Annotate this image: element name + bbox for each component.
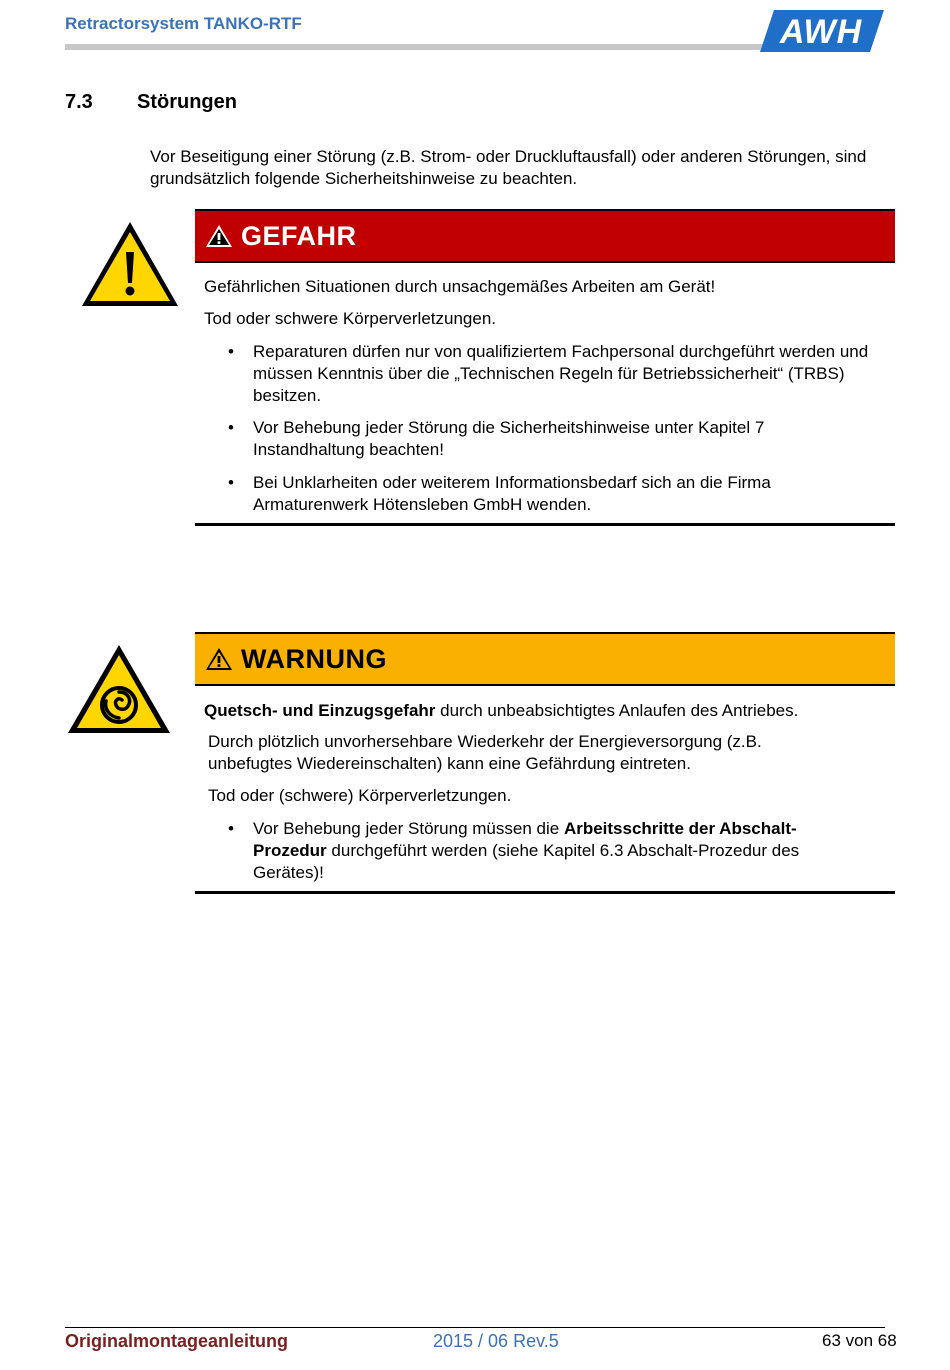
section-title: Störungen	[137, 91, 237, 113]
warning-banner	[195, 632, 895, 686]
footer-page-number: 63 von 68	[822, 1331, 897, 1350]
warning-bullet-1	[253, 818, 868, 884]
section-number: 7.3	[65, 91, 93, 113]
general-warning-icon	[80, 220, 180, 308]
svg-text:AWH: AWH	[779, 13, 863, 51]
footer-document-type: Originalmontageanleitung	[65, 1331, 289, 1351]
warning-hazard	[204, 700, 894, 722]
footer-revision: 2015 / 06 Rev.5	[433, 1331, 559, 1351]
bullet-dot: •	[228, 473, 234, 492]
footer-rule	[65, 1327, 885, 1328]
intro-paragraph: Vor Beseitigung einer Störung (z.B. Strom- oder Druckluftausfall) oder anderen Störungen, sind grundsätzlich folgende Sicherheitshinweise zu beachten.	[150, 147, 867, 188]
danger-banner	[195, 209, 895, 263]
hazard-bold: Quetsch- und Einzugsgefahr	[204, 701, 436, 720]
warning-consequence: Tod oder (schwere) Körperverletzungen.	[208, 786, 512, 805]
bullet-suffix: durchgeführt werden (siehe Kapitel 6.3 Abschalt-Prozedur des Gerätes)!	[253, 841, 800, 882]
warning-triangle-icon	[205, 647, 233, 671]
warning-label: WARNUNG	[241, 643, 387, 674]
bullet-dot: •	[228, 418, 234, 437]
bullet-dot: •	[228, 342, 234, 361]
entanglement-warning-icon	[66, 643, 172, 735]
bullet-prefix: Vor Behebung jeder Störung müssen die	[253, 819, 564, 838]
hazard-rest: durch unbeabsichtigtes Anlaufen des Antriebes.	[435, 701, 799, 720]
warning-triangle-icon	[205, 224, 233, 248]
danger-end-rule	[195, 523, 895, 526]
document-title: Retractorsystem TANKO-RTF	[65, 14, 302, 33]
bullet-bold: Arbeitsschritte der Abschalt-Prozedur	[253, 819, 797, 860]
danger-bullet-3: Bei Unklarheiten oder weiterem Informationsbedarf sich an die Firma Armaturenwerk Hötensleben GmbH wenden.	[253, 473, 771, 514]
bullet-dot: •	[228, 819, 234, 838]
header-rule	[65, 44, 765, 50]
danger-bullet-2: Vor Behebung jeder Störung die Sicherheitshinweise unter Kapitel 7 Instandhaltung beachten!	[253, 418, 765, 459]
warning-end-rule	[195, 891, 895, 894]
warning-cause: Durch plötzlich unvorhersehbare Wiederkehr der Energieversorgung (z.B. unbefugtes Wiedereinschalten) kann eine Gefährdung eintreten.	[208, 732, 762, 773]
awh-logo	[760, 8, 888, 54]
danger-consequence: Tod oder schwere Körperverletzungen.	[204, 309, 496, 328]
danger-situation: Gefährlichen Situationen durch unsachgemäßes Arbeiten am Gerät!	[204, 277, 716, 296]
danger-bullet-1: Reparaturen dürfen nur von qualifiziertem Fachpersonal durchgeführt werden und müssen Kenntnis über die „Technischen Regeln für Betriebssicherheit“ (TRBS) besitzen.	[253, 342, 869, 405]
danger-label: GEFAHR	[241, 220, 357, 251]
